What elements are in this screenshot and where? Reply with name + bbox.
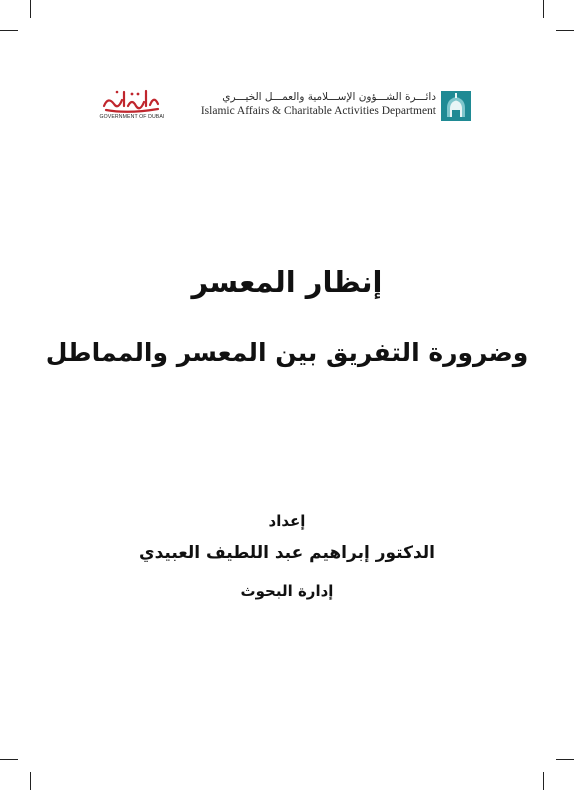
author-name: الدكتور إبراهيم عبد اللطيف العبيدي [139, 543, 435, 563]
crop-mark [30, 0, 31, 18]
department-name-arabic: دائـــرة الشـــؤون الإســـلامية والعمـــل الخيـــري [222, 91, 436, 103]
calligraphy-emblem-icon [98, 86, 166, 114]
crop-mark [556, 759, 574, 760]
book-title: إنظار المعسر [191, 265, 383, 299]
book-subtitle: وضرورة التفريق بين المعسر والمماطل [45, 338, 529, 367]
government-of-dubai-logo [98, 86, 166, 122]
department-name-english: Islamic Affairs & Charitable Activities Department [200, 105, 436, 117]
crop-mark [543, 772, 544, 790]
crop-mark [0, 30, 18, 31]
crop-mark [543, 0, 544, 18]
crop-mark [556, 30, 574, 31]
department-header [196, 90, 436, 118]
crop-mark [0, 759, 18, 760]
department-logo [441, 91, 471, 121]
government-logo-caption: GOVERNMENT OF DUBAI [99, 114, 165, 120]
prepared-by-label: إعداد [268, 512, 306, 530]
crop-mark [30, 772, 31, 790]
research-department: إدارة البحوث [240, 582, 334, 600]
mosque-dome-icon [441, 91, 471, 121]
